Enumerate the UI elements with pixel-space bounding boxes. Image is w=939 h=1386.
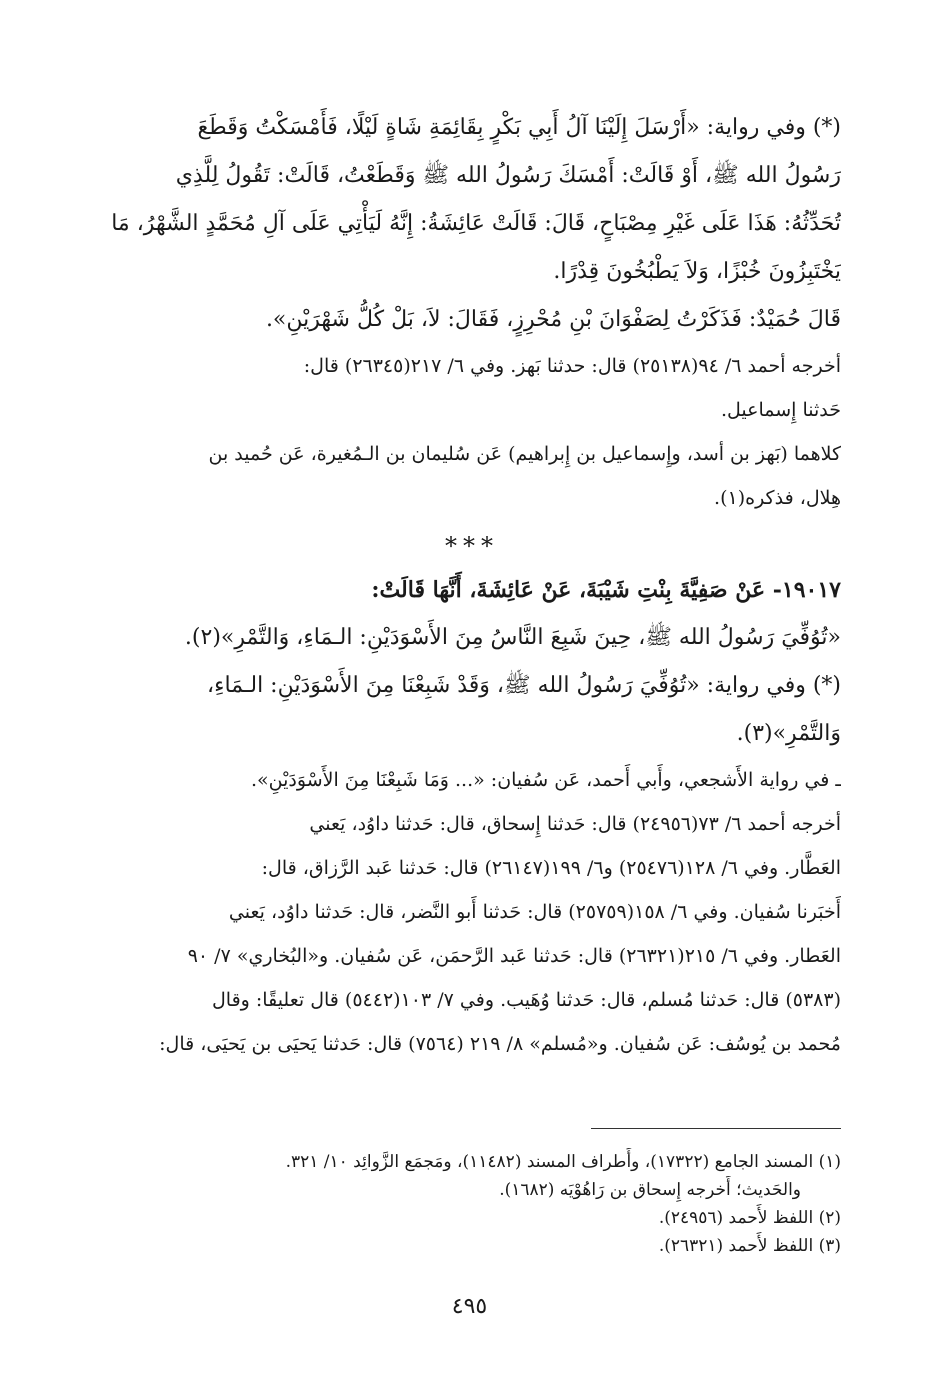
footnote-2: (٢) اللفظ لأَحمد (٢٤٩٥٦).: [658, 1208, 841, 1228]
text-line: (٥٣٨٣) قال: حَدثنا مُسلم، قال: حَدثنا وُهَيب. وفي ٧/ ١٠٣(٥٤٤٢) قال تعليقًا: وقال: [212, 989, 841, 1011]
text-line: حَدثنا إِسماعيل.: [720, 399, 841, 421]
text-line: هِلال، فذكره(١).: [714, 487, 841, 509]
text-line: أخرجه أحمد ٦/ ٧٣(٢٤٩٥٦) قال: حَدثنا إِسحاق، قال: حَدثنا داوُد، يَعني: [309, 813, 841, 835]
text-line: قَالَ حُمَيْدٌ: فَذَكَرْتُ لِصَفْوَانَ بْنِ مُحْرِزٍ، فَقَالَ: لاَ، بَلْ كُلُّ شَهْرَيْنِ».: [265, 307, 841, 332]
humaid-statement: [103, 296, 841, 344]
footnote-1: (١) المسند الجامع (١٧٣٢٢)، وأَطراف المسند (١١٤٨٢)، ومَجمَع الزَّوائِد ١٠/ ٣٢١.: [285, 1152, 841, 1172]
hadith-text: [103, 614, 841, 662]
takhrij-paragraph-1: [103, 344, 841, 432]
text-line: أَخبَرنا سُفيان. وفي ٦/ ١٥٨(٢٥٧٥٩) قال: حَدثنا أَبو النَّضر، قال: حَدثنا داوُد، يَعني: [228, 901, 841, 923]
text-line: أخرجه أحمد ٦/ ٩٤(٢٥١٣٨) قال: حدثنا بَهز. وفي ٦/ ٢١٧(٢٦٣٤٥) قال:: [303, 355, 841, 377]
hadith-heading: [103, 566, 841, 614]
text-line: ـ في رواية الأَشجعي، وأَبي أَحمد، عَن سُفيان: «... وَمَا شَبِعْنَا مِنَ الأَسْوَدَيْنِ».: [251, 769, 841, 791]
narration-variant-3: [103, 758, 841, 802]
text-line: (*) وفي رواية: «تُوُفِّيَ رَسُولُ الله ﷺ، وَقَدْ شَبِعْنَا مِنَ الأَسْوَدَيْنِ: الـمَاءِ،: [207, 673, 841, 698]
text-line: رَسُولُ الله ﷺ، أَوْ قَالَتْ: أَمْسَكَ رَسُولُ الله ﷺ وَقَطَعْتُ، قَالَتْ: تَقُولُ لِلَّذِي: [175, 163, 841, 188]
text-line: كلاهما (بَهز بن أسد، وإِسماعيل بن إِبراهيم) عَن سُليمان بن الـمُغيرة، عَن حُميد بن: [208, 443, 841, 465]
takhrij-paragraph-2: [103, 802, 841, 1066]
footnotes: [103, 1148, 841, 1260]
footnote-3: (٣) اللفظ لأَحمد (٢٦٣٢١).: [658, 1236, 841, 1256]
narration-variant-1: [103, 104, 841, 296]
text-line: تُحَدِّثُهُ: هَذَا عَلَى غَيْرِ مِصْبَاحٍ، قَالَ: قَالَتْ عَائِشَةُ: إِنَّهُ لَيَأْتِي عَلَى آلِ مُحَمَّدٍ الشَّهْرُ، مَا: [111, 211, 841, 236]
text-line: (*) وفي رواية: «أَرْسَلَ إِلَيْنَا آلُ أَبِي بَكْرٍ بِقَائِمَةِ شَاةٍ لَيْلًا، فَأَمْسَكْتُ وَقَطَعَ: [197, 115, 841, 140]
text-line: يَخْتَبِزُونَ خُبْزًا، وَلاَ يَطْبُخُونَ قِدْرًا.: [553, 259, 841, 284]
footnote-divider: [591, 1128, 841, 1129]
text-line: العَطار. وفي ٦/ ٢١٥(٢٦٣٢١) قال: حَدثنا عَبد الرَّحمَن، عَن سُفيان. و«البُخاري» ٧/ ٩٠: [187, 945, 841, 967]
text-line: مُحمد بن يُوسُف: عَن سُفيان. و«مُسلم» ٨/ ٢١٩ (٧٥٦٤) قال: حَدثنا يَحيَى بن يَحيَى، قال:: [159, 1033, 841, 1055]
text-line: وَالتَّمْرِ»(٣).: [736, 721, 841, 746]
narration-variant-2: [103, 662, 841, 758]
section-separator: ***: [445, 532, 499, 560]
text-line: العَطَّار. وفي ٦/ ١٢٨(٢٥٤٧٦) و٦/ ١٩٩(٢٦١٤٧) قال: حَدثنا عَبد الرَّزاق، قال:: [261, 857, 841, 879]
text-line: «تُوُفِّيَ رَسُولُ الله ﷺ، حِينَ شَبِعَ النَّاسُ مِنَ الأَسْوَدَيْنِ: الـمَاءِ، وَالتَّمْرِ»(٢).: [184, 625, 841, 650]
hadith-heading-line: ١٩٠١٧- عَنْ صَفِيَّةَ بِنْتِ شَيْبَةَ، عَنْ عَائِشَةَ، أَنَّهَا قَالَتْ:: [371, 577, 841, 603]
isnad-paragraph: [103, 432, 841, 520]
page-number: ٤٩٥: [451, 1294, 488, 1319]
footnote-1-continuation: والحَديث؛ أَخرجه إِسحاق بن رَاهُوْيَه (١٦٨٢).: [499, 1180, 801, 1200]
page-body: [103, 104, 841, 1066]
